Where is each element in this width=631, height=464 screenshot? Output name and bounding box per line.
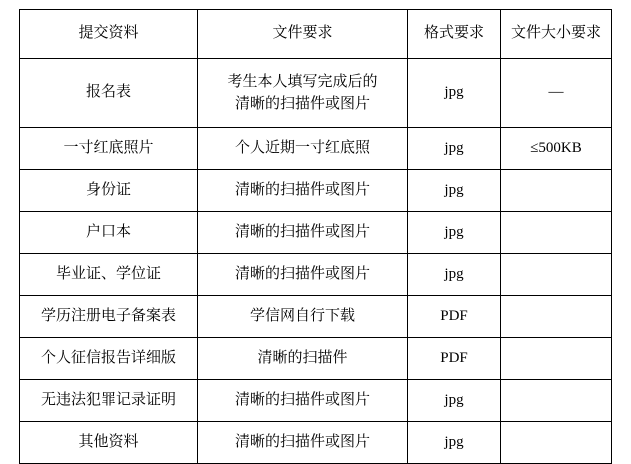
cell-requirement-line1: 考生本人填写完成后的 xyxy=(227,73,378,90)
cell-size xyxy=(501,296,612,338)
cell-requirement: 清晰的扫描件或图片 xyxy=(198,170,408,212)
cell-size: — xyxy=(501,59,612,128)
cell-item: 个人征信报告详细版 xyxy=(20,338,198,380)
table-row xyxy=(20,212,612,254)
cell-requirement: 清晰的扫描件或图片 xyxy=(198,254,408,296)
table-row xyxy=(20,338,612,380)
cell-item: 户口本 xyxy=(20,212,198,254)
cell-requirement: 清晰的扫描件或图片 xyxy=(198,380,408,422)
cell-item: 报名表 xyxy=(20,59,198,128)
cell-format: PDF xyxy=(408,338,501,380)
cell-size xyxy=(501,338,612,380)
cell-item: 学历注册电子备案表 xyxy=(20,296,198,338)
table-header-row xyxy=(20,10,612,59)
cell-format: jpg xyxy=(408,212,501,254)
cell-format: jpg xyxy=(408,59,501,128)
cell-format: jpg xyxy=(408,254,501,296)
cell-item: 毕业证、学位证 xyxy=(20,254,198,296)
table-row xyxy=(20,59,612,128)
table-body xyxy=(20,59,612,464)
cell-requirement: 清晰的扫描件或图片 xyxy=(198,212,408,254)
column-header-format: 格式要求 xyxy=(408,10,501,59)
cell-requirement: 学信网自行下载 xyxy=(198,296,408,338)
cell-size xyxy=(501,254,612,296)
column-header-requirement: 文件要求 xyxy=(198,10,408,59)
cell-format: jpg xyxy=(408,170,501,212)
column-header-item: 提交资料 xyxy=(20,10,198,59)
cell-size xyxy=(501,380,612,422)
table-row xyxy=(20,380,612,422)
cell-requirement: 清晰的扫描件或图片 xyxy=(198,422,408,464)
cell-size xyxy=(501,422,612,464)
cell-format: PDF xyxy=(408,296,501,338)
cell-format: jpg xyxy=(408,422,501,464)
cell-size xyxy=(501,212,612,254)
cell-requirement xyxy=(198,59,408,128)
cell-format: jpg xyxy=(408,380,501,422)
table-row xyxy=(20,296,612,338)
cell-requirement: 清晰的扫描件 xyxy=(198,338,408,380)
table-row xyxy=(20,128,612,170)
cell-requirement-line2: 清晰的扫描件或图片 xyxy=(234,96,370,112)
table-header xyxy=(20,10,612,59)
cell-item: 无违法犯罪记录证明 xyxy=(20,380,198,422)
table-row xyxy=(20,422,612,464)
cell-requirement: 个人近期一寸红底照 xyxy=(198,128,408,170)
table-row xyxy=(20,170,612,212)
cell-format: jpg xyxy=(408,128,501,170)
column-header-size: 文件大小要求 xyxy=(501,10,612,59)
materials-requirements-table xyxy=(19,9,612,464)
cell-size xyxy=(501,170,612,212)
table-row xyxy=(20,254,612,296)
cell-item: 身份证 xyxy=(20,170,198,212)
cell-item: 一寸红底照片 xyxy=(20,128,198,170)
cell-size: ≤500KB xyxy=(501,128,612,170)
cell-item: 其他资料 xyxy=(20,422,198,464)
